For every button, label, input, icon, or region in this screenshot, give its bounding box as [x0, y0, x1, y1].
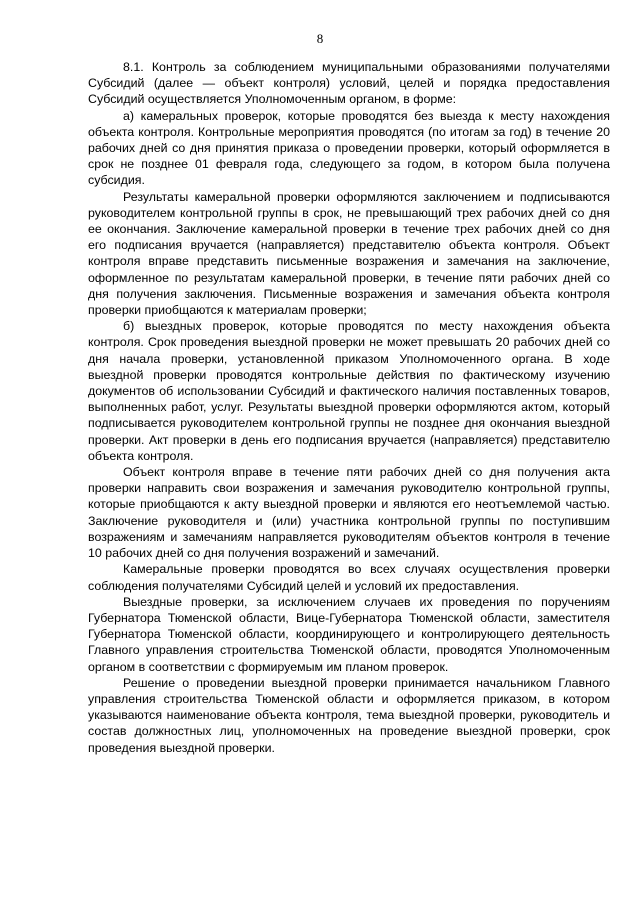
- paragraph-field-audits: б) выездных проверок, которые проводятся по месту нахождения объекта контроля. Срок проведения выездной проверки не может превышать 20 рабочих дней со дня начала проверки, установленной приказом Уполномоченного органа. В ходе выездной проверки проводятся контрольные действия по фактическому изучению документов об использовании Субсидий и фактического наличия поставленных товаров, выполненных работ, услуг. Результаты выездной проверки оформляются актом, который подписывается руководителем контрольной группы не позднее дня окончания выездной проверки. Акт проверки в день его подписания вручается (направляется) представителю объекта контроля.: [88, 319, 610, 463]
- paragraph-field-audit-decision: Решение о проведении выездной проверки принимается начальником Главного управления строительства Тюменской области и оформляется приказом, в котором указываются наименование объекта контроля, тема выездной проверки, руководитель и состав должностных лиц, уполномоченных на проведение выездной проверки, срок проведения выездной проверки.: [88, 675, 610, 755]
- paragraph-desk-audits: а) камеральных проверок, которые проводятся без выезда к месту нахождения объекта контроля. Контрольные мероприятия проводятся (по итогам за год) в течение 20 рабочих дней со дня принятия приказа о проведении проверки, который оформляется в срок не позднее 01 февраля года, следующего за годом, в котором была получена субсидия.: [88, 108, 610, 188]
- paragraph-field-audit-plan: Выездные проверки, за исключением случаев их проведения по поручениям Губернатора Тюменской области, Вице-Губернатора Тюменской области, заместителя Губернатора Тюменской области, координирующего и контролирующего деятельность Главного управления строительства Тюменской области, проводятся Уполномоченным органом в соответствии с формируемым им планом проверок.: [88, 594, 610, 674]
- paragraph-8-1: 8.1. Контроль за соблюдением муниципальными образованиями получателями Субсидий (далее — объект контроля) условий, целей и порядка предоставления Субсидий осуществляется Уполномоченным органом, в форме:: [88, 60, 610, 107]
- paragraph-objections: Объект контроля вправе в течение пяти рабочих дней со дня получения акта проверки направить свои возражения и замечания руководителю контрольной группы, которые приобщаются к акту выездной проверки и являются его неотъемлемой частью. Заключение руководителя и (или) участника контрольной группы по поступившим возражениям и замечаниям направляется руководителям объектов контроля в течение 10 рабочих дней со дня получения возражений и замечаний.: [88, 465, 610, 561]
- document-body: [88, 59, 610, 756]
- paragraph-desk-audit-cases: Камеральные проверки проводятся во всех случаях осуществления проверки соблюдения получателями Субсидий целей и условий их предоставления.: [88, 562, 610, 593]
- paragraph-desk-audit-results: Результаты камеральной проверки оформляются заключением и подписываются руководителем контрольной группы в срок, не превышающий трех рабочих дней со дня ее окончания. Заключение камеральной проверки в течение трех рабочих дней со дня его подписания вручается (направляется) представителю объекта контроля. Объект контроля вправе представить письменные возражения и замечания на заключение, оформленное по результатам камеральной проверки, в течение пяти рабочих дней со дня получения заключения. Письменные возражения и замечания объекта контроля проверки приобщаются к материалам проверки;: [88, 189, 610, 318]
- page-number: 8: [316, 31, 324, 46]
